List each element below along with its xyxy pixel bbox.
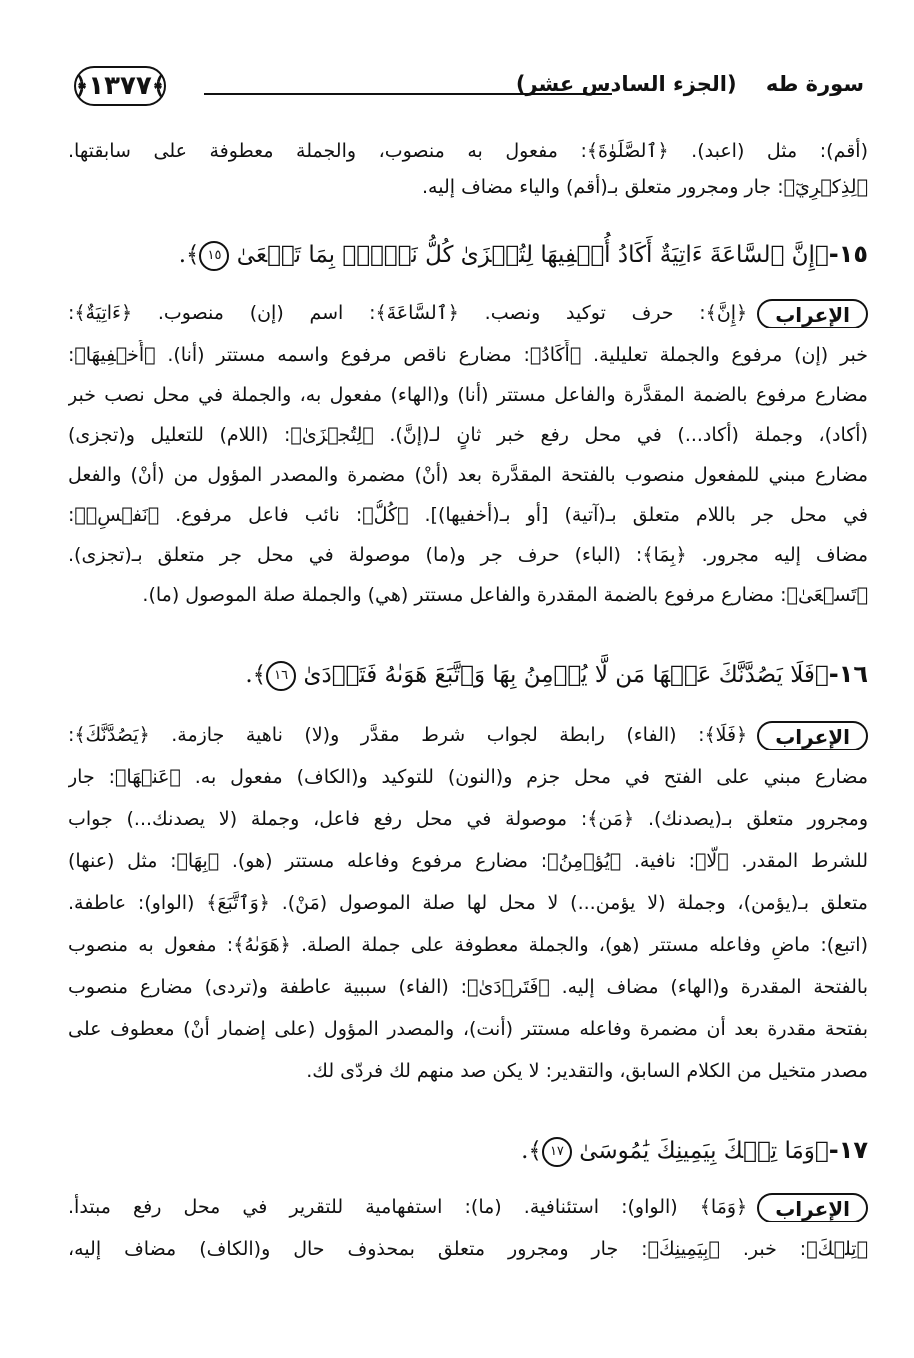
ornament-bracket-icon: ﴿ <box>74 72 89 100</box>
irab-text: ﴿إِنَّ﴾: حرف توكيد ونصب. ﴿ٱلسَّاعَةَ﴾: اسم (إن) منصوب. ﴿ءَاتِيَةٌ﴾: <box>68 302 748 324</box>
text-line: مضاف إليه مجرور. ﴿بِمَا﴾: (الباء) حرف جر و(ما) موصولة في محل جر متعلق بـ(تجزى). <box>68 544 868 566</box>
surah-name: سورة طه <box>765 72 864 96</box>
text-line: ﴿تَسۡعَىٰ﴾: مضارع مرفوع بالضمة المقدرة والفاعل مستتر (هي) والجملة صلة الموصول (ما). <box>142 584 868 606</box>
text-line: (أكاد)، وجملة (أكاد...) في محل رفع خبر ثانٍ لـ(إنَّ). ﴿لِتُجۡزَىٰ﴾: (اللام) للتعليل و(تجزى) <box>68 424 868 446</box>
text-line: ﴿تِلۡكَ﴾: خبر. ﴿بِيَمِينِكَ﴾: جار ومجرور متعلق بمحذوف حال و(الكاف) مضاف إليه، <box>68 1238 868 1260</box>
irab-text: ﴿وَمَا﴾ (الواو): استئنافية. (ما): استفهامية للتقرير في محل رفع مبتدأ. <box>68 1196 748 1218</box>
text-line: ومجرور متعلق بـ(يصدنك). ﴿مَن﴾: موصولة في محل رفع فاعل، وجملة (لا يصدنك...) جواب <box>68 808 868 830</box>
ayah-number: ١٦- <box>828 660 868 688</box>
page-header <box>74 66 864 110</box>
page-body <box>68 128 868 1358</box>
text-line: خبر (إن) مرفوع والجملة تعليلية. ﴿أَكَادُ﴾: مضارع ناقص مرفوع واسمه مستتر (أنا). ﴿أُخۡفِيهَا﴾: <box>68 344 868 366</box>
text-line: مصدر متخيل من الكلام السابق، والتقدير: لا يكن صد منهم لك فردّى لك. <box>306 1060 868 1082</box>
text-line: بالفتحة المقدرة و(الهاء) مضاف إليه. ﴿فَتَرۡدَىٰ﴾: (الفاء) سببية عاطفة و(تردى) مضارع منصوب <box>68 976 868 998</box>
text-line: متعلق بـ(يؤمن)، وجملة (لا يؤمن...) لا محل لها صلة الموصول (مَنْ). ﴿وَٱتَّبَعَ﴾ (الواو): عاطفة. <box>68 892 868 914</box>
ayah-16 <box>68 656 868 692</box>
ayah-close: ﴾. <box>178 242 200 268</box>
page-number: ١٣٧٧ <box>88 71 152 101</box>
text-line: ﴿لِذِكۡرِيٓ﴾: جار ومجرور متعلق بـ(أقم) والياء مضاف إليه. <box>422 176 868 198</box>
irab-badge: الإعراب <box>757 299 868 329</box>
ayah-number: ١٥- <box>828 240 868 268</box>
ayah-15 <box>68 236 868 272</box>
irab-first-line <box>68 298 868 328</box>
text-line: للشرط المقدر. ﴿لَّا﴾: نافية. ﴿يُؤۡمِنُ﴾: مضارع مرفوع وفاعله مستتر (هو). ﴿بِهَا﴾: مثل (عنها) <box>68 850 868 872</box>
ayah-text: ﴿فَلَا يَصُدَّنَّكَ عَنۡهَا مَن لَّا يُؤۡمِنُ بِهَا وَٱتَّبَعَ هَوَىٰهُ فَتَرۡدَىٰ <box>303 662 829 688</box>
juz-label: (الجزء السادس عشر) <box>515 72 737 96</box>
irab-text: ﴿فَلَا﴾: (الفاء) رابطة لجواب شرط مقدَّر و(لا) ناهية جازمة. ﴿يَصُدَّنَّكَ﴾: <box>68 724 748 746</box>
ayah-close: ﴾. <box>521 1138 542 1164</box>
ayah-text: ﴿إِنَّ ٱلسَّاعَةَ ءَاتِيَةٌ أَكَادُ أُخۡفِيهَا لِتُجۡزَىٰ كُلُّ نَفۡسِۭ بِمَا تَسۡعَىٰ <box>236 242 829 268</box>
text-line: مضارع مبني للمفعول منصوب بالفتحة المقدَّرة بعد (أنْ) مضمرة والمصدر المؤول من (أنْ) والفعل <box>68 464 868 486</box>
irab-first-line <box>68 1192 868 1222</box>
ayah-end-mark-icon: ١٥ <box>199 241 229 271</box>
ayah-end-mark-icon: ١٧ <box>542 1137 572 1167</box>
ayah-17 <box>68 1132 868 1168</box>
text-line: (اتبع): ماضٍ وفاعله مستتر (هو)، والجملة معطوفة على جملة الصلة. ﴿هَوَىٰهُ﴾: مفعول به منصوب <box>68 934 868 956</box>
irab-first-line <box>68 720 868 750</box>
text-line: مضارع مرفوع بالضمة المقدَّرة والفاعل مستتر (أنا) و(الهاء) مفعول به، والجملة في محل نصب خبر <box>68 384 868 406</box>
page-number-frame <box>74 66 166 106</box>
irab-badge: الإعراب <box>757 721 868 751</box>
ornament-bracket-icon: ﴾ <box>151 72 166 100</box>
text-line: (أقم): مثل (اعبد). ﴿ٱلصَّلَوٰةَ﴾: مفعول به منصوب، والجملة معطوفة على سابقتها. <box>68 140 868 162</box>
ayah-end-mark-icon: ١٦ <box>266 661 296 691</box>
ayah-text: ﴿وَمَا تِلۡكَ بِيَمِينِكَ يَٰمُوسَىٰ <box>579 1138 829 1164</box>
ayah-number: ١٧- <box>828 1136 868 1164</box>
text-line: مضارع مبني على الفتح في محل جزم و(النون) للتوكيد و(الكاف) مفعول به. ﴿عَنۡهَا﴾: جار <box>68 766 868 788</box>
irab-badge: الإعراب <box>757 1193 868 1223</box>
header-title <box>516 72 864 96</box>
text-line: بفتحة مقدرة بعد أن مضمرة وفاعله مستتر (أنت)، والمصدر المؤول (على إضمار أنْ) معطوف على <box>68 1018 868 1040</box>
ayah-close: ﴾. <box>245 662 267 688</box>
text-line: في محل جر باللام متعلق بـ(آتية) [أو بـ(أخفيها)]. ﴿كُلُّ﴾: نائب فاعل مرفوع. ﴿نَفۡسِۭ﴾: <box>68 504 868 526</box>
